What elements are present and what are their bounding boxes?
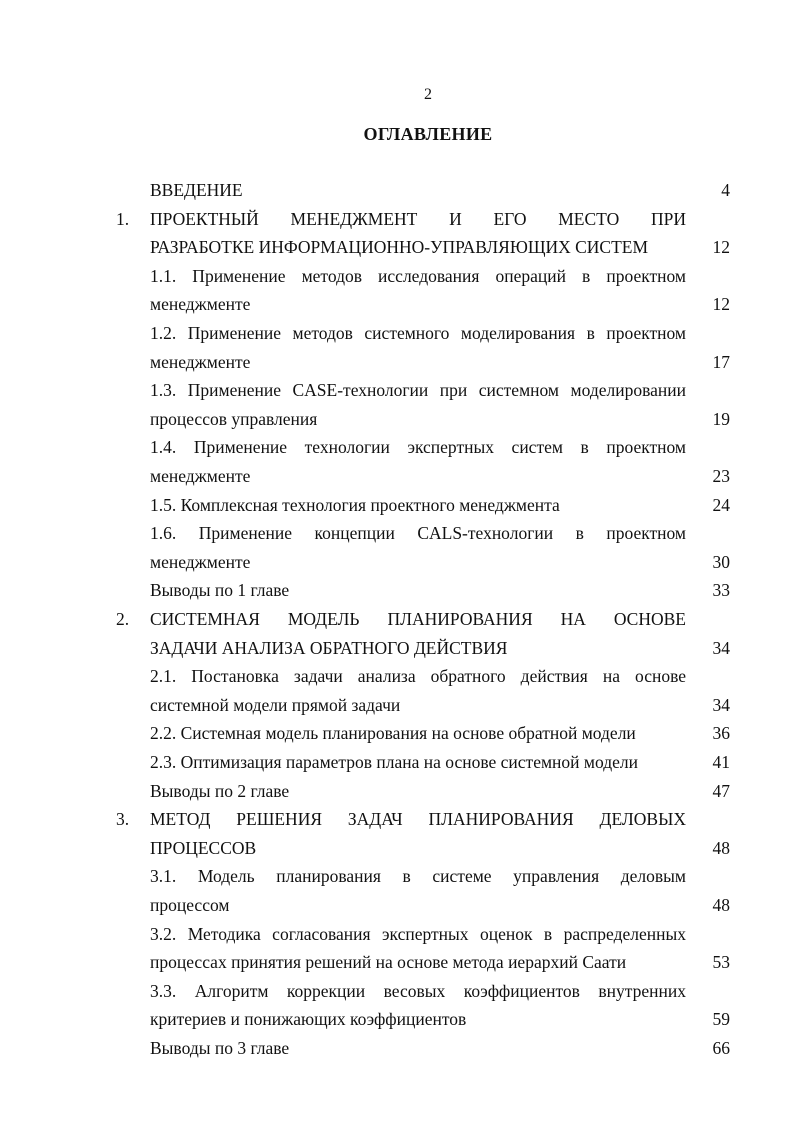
toc-line — [0, 895, 793, 917]
toc-line — [0, 666, 793, 688]
toc-entry-text: Выводы по 3 главе — [150, 1038, 290, 1058]
toc-line — [0, 523, 793, 545]
toc-line — [0, 352, 793, 374]
toc-entry-page: 53 — [712, 952, 730, 973]
toc-entry-page: 30 — [712, 551, 730, 572]
toc-line — [0, 695, 793, 717]
toc-entry-text: менеджменте — [150, 551, 251, 572]
toc-line — [0, 495, 793, 517]
toc-line — [0, 781, 793, 803]
toc-entry-text: критериев и понижающих коэффициентов — [150, 1009, 467, 1030]
toc-line — [0, 981, 793, 1003]
toc-entry-text: РАЗРАБОТКЕ ИНФОРМАЦИОННО-УПРАВЛЯЮЩИХ СИСТЕМ — [150, 237, 649, 258]
toc-entry-page: 66 — [712, 1038, 730, 1058]
toc-line — [0, 466, 793, 488]
toc-entry-text: менеджменте — [150, 294, 251, 315]
toc-entry-text: процессом — [150, 895, 230, 915]
toc-entry-page: 12 — [712, 237, 730, 258]
toc-entry-text: МЕТОД РЕШЕНИЯ ЗАДАЧ ПЛАНИРОВАНИЯ ДЕЛОВЫХ — [150, 809, 686, 830]
page-number: 2 — [424, 86, 432, 103]
toc-line — [0, 380, 793, 402]
toc-line — [0, 552, 793, 574]
toc-line — [0, 1038, 793, 1060]
toc-entry-page: 17 — [712, 351, 730, 372]
toc-entry-page: 33 — [712, 580, 730, 601]
toc-entry-text: ВВЕДЕНИЕ — [150, 180, 243, 200]
toc-entry-page: 24 — [712, 494, 730, 515]
toc-entry-page: 41 — [712, 752, 730, 772]
toc-line — [0, 437, 793, 459]
toc-entry-text: 1.6. Применение концепции CALS-технологии в проектном — [150, 523, 686, 544]
toc-entry-page: 48 — [712, 837, 730, 858]
toc-line — [0, 609, 793, 631]
toc-entry-page: 4 — [721, 180, 730, 200]
toc-entry-text: Выводы по 1 главе — [150, 580, 290, 601]
toc-line — [0, 924, 793, 946]
toc-entry-text: 2.1. Постановка задачи анализа обратного действия на основе — [150, 666, 686, 687]
toc-entry-text: 3.2. Методика согласования экспертных оценок в распределенных — [150, 923, 686, 944]
toc-line — [0, 809, 793, 831]
toc-entry-page: 34 — [712, 637, 730, 658]
toc-entry-text: 1.3. Применение CASE-технологии при системном моделировании — [150, 380, 686, 401]
toc-line — [0, 180, 793, 202]
toc-line — [0, 752, 793, 774]
toc-line — [0, 409, 793, 431]
toc-entry-text: 3.1. Модель планирования в системе управления деловым — [150, 866, 686, 887]
toc-entry-text: 1.1. Применение методов исследования операций в проектном — [150, 265, 686, 286]
toc-line — [0, 723, 793, 745]
toc-line — [0, 323, 793, 345]
toc-line — [0, 266, 793, 288]
toc-line — [0, 1009, 793, 1031]
toc-line — [0, 580, 793, 602]
toc-entry-text: менеджменте — [150, 351, 251, 372]
toc-entry-number: 2. — [116, 609, 130, 629]
toc-entry-page: 59 — [712, 1009, 730, 1030]
toc-line — [0, 237, 793, 259]
toc-entry-page: 19 — [712, 408, 730, 429]
toc-entry-page: 34 — [712, 694, 730, 715]
toc-entry-text: менеджменте — [150, 466, 251, 486]
toc-entry-number: 3. — [116, 809, 130, 830]
toc-line — [0, 952, 793, 974]
toc-line — [0, 866, 793, 888]
toc-entry-text: 1.4. Применение технологии экспертных систем в проектном — [150, 437, 686, 458]
toc-entry-text: процессов управления — [150, 408, 318, 429]
toc-line — [0, 838, 793, 860]
toc-entry-number: 1. — [116, 208, 130, 229]
toc-entry-text: 2.2. Системная модель планирования на основе обратной модели — [150, 723, 636, 744]
toc-entry-text: 1.5. Комплексная технология проектного менеджмента — [150, 494, 560, 515]
toc-entry-text: 1.2. Применение методов системного моделирования в проектном — [150, 323, 686, 343]
toc-entry-text: системной модели прямой задачи — [150, 694, 401, 715]
toc-entry-page: 47 — [712, 780, 730, 801]
page-title: ОГЛАВЛЕНИЕ — [363, 124, 493, 144]
toc-line — [0, 209, 793, 231]
toc-line — [0, 294, 793, 316]
toc-entry-text: 3.3. Алгоритм коррекции весовых коэффициентов внутренних — [150, 980, 686, 1001]
toc-entry-text: процессах принятия решений на основе метода иерархий Саати — [150, 952, 627, 973]
toc-entry-page: 12 — [712, 294, 730, 315]
toc-entry-text: ПРОЕКТНЫЙ МЕНЕДЖМЕНТ И ЕГО МЕСТО ПРИ — [150, 208, 686, 229]
toc-entry-text: СИСТЕМНАЯ МОДЕЛЬ ПЛАНИРОВАНИЯ НА ОСНОВЕ — [150, 609, 686, 629]
toc-entry-text: ЗАДАЧИ АНАЛИЗА ОБРАТНОГО ДЕЙСТВИЯ — [150, 637, 508, 658]
toc-entry-page: 48 — [712, 895, 730, 915]
toc-entry-text: ПРОЦЕССОВ — [150, 837, 257, 858]
toc-line — [0, 638, 793, 660]
toc-entry-page: 23 — [712, 466, 730, 486]
toc-entry-page: 36 — [712, 723, 730, 744]
toc-entry-text: Выводы по 2 главе — [150, 780, 290, 801]
toc-entry-text: 2.3. Оптимизация параметров плана на основе системной модели — [150, 752, 638, 772]
